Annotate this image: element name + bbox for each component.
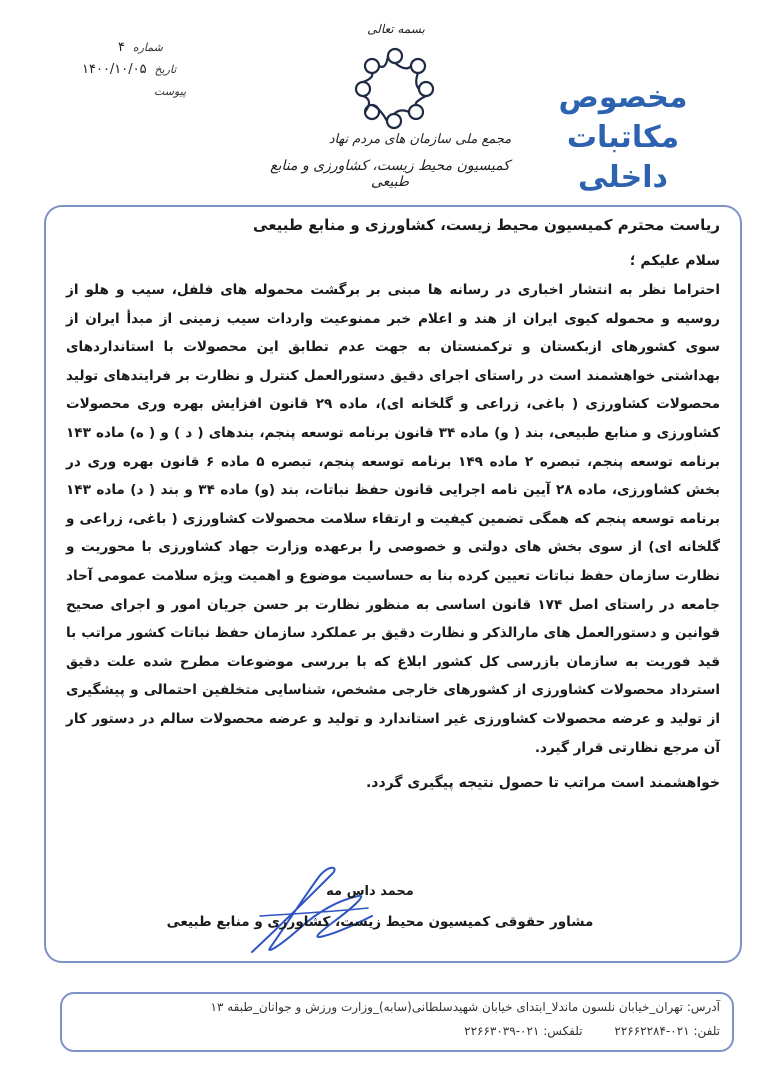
letter-number <box>118 40 163 55</box>
commission-name: کمیسیون محیط زیست، کشاورزی و منابع طبیعی <box>270 158 510 190</box>
footer-address: آدرس: تهران_خیابان نلسون ماندلا_ابتدای خیابان شهیدسلطانی(سابه)_وزارت ورزش و جوانان_طبقه ۱۳ <box>210 1000 720 1014</box>
organization-logo-icon <box>350 42 440 132</box>
stamp-line-2: مکاتبات داخلی <box>566 120 680 195</box>
letter-greeting: سلام علیکم ؛ <box>629 253 720 269</box>
letter-date <box>82 62 176 77</box>
footer-phone: تلفن: ۰۲۱-۲۲۶۶۲۲۸۴ <box>614 1024 720 1038</box>
letter-body: احتراما نظر به انتشار اخباری در رسانه ها مبنی بر برگشت محموله های فلفل، سیب و هلو از روسیه و محموله کیوی ایران از هند و اعلام خبر ممنوعیت واردات سیب زمینی از مبدأ ایران از سوی کشورهای ازبکستان و ترکمنستان به جهت عدم تطابق این محصولات با استانداردهای بهداشتی خواهشمند است در راستای اجرای دقیق دستورالعمل کنترل و نظارت بر فرایندهای تولید محصولات کشاورزی ( باغی، زراعی و گلخانه ای)، ماده ۲۹ قانون افزایش بهره وری محصولات کشاورزی و منابع طبیعی، بند ( و) ماده ۳۴ قانون برنامه توسعه پنجم، بندهای ( د ) و ( ه) ماده ۱۴۳ برنامه توسعه پنجم، تبصره ۲ ماده ۱۴۹ برنامه توسعه پنجم، تبصره ۵ ماده ۶ قانون بهره وری در بخش کشاورزی، ماده ۲۸ آیین نامه اجرایی قانون حفظ نباتات، بند (و) ماده ۳۴ و بند ( د) ماده ۱۴۳ برنامه توسعه پنجم که همگی تضمین کیفیت و ارتقاء سلامت محصولات کشاورزی ( باغی، زراعی و گلخانه ای) از سوی بخش های دولتی و خصوصی را برعهده وزارت جهاد کشاورزی با محوریت و نظارت سازمان حفظ نباتات تعیین کرده بنا به حساسیت موضوع و اهمیت ویژه سلامت عمومی آحاد جامعه در راستای اصل ۱۷۴ قانون اساسی به منظور نظارت بر حسن جریان امور و اجرای صحیح قوانین و دستورالعمل های مارالذکر و نظارت دقیق بر عملکرد سازمان حفظ نباتات کشور مراتب با قید فوریت به سازمان بازرسی کل کشور ابلاغ که با بررسی موضوعات مطرح شده علت دقیق استرداد محصولات کشاورزی از کشورهای خارجی مشخص، شناسایی متخلفین احتمالی و پیشگیری از تولید و عرضه محصولات کشاورزی غیر استاندارد و تولید و عرضه محصولات سالم در دستور کار آن مرجع نظارتی قرار گیرد. <box>66 282 720 756</box>
signatory-title: مشاور حقوقی کمیسیون محیط زیست، کشاورزی و منابع طبیعی <box>166 914 594 930</box>
footer-contact <box>70 1024 720 1038</box>
letter-number-label: شماره <box>132 41 163 54</box>
letter-attachment-label: پیوست <box>154 85 187 98</box>
letter-content <box>44 210 742 796</box>
letter-date-label: تاریخ <box>154 63 177 76</box>
stamp-line-1: مخصوص <box>558 80 688 115</box>
letter-attachment <box>150 84 186 98</box>
handwritten-signature-icon <box>240 856 380 966</box>
letter-closing: خواهشمند است مراتب تا حصول نتیجه پیگیری گردد. <box>365 775 720 792</box>
letter-addressee: ریاست محترم کمیسیون محیط زیست، کشاورزی و منابع طبیعی <box>253 216 720 234</box>
footer-fax: تلفکس: ۰۲۱-۲۲۶۶۳۰۳۹ <box>464 1024 583 1038</box>
letter-number-value: ۴ <box>118 40 125 55</box>
organization-name: مجمع ملی سازمان های مردم نهاد <box>328 132 512 147</box>
bismillah: بسمه تعالی <box>367 22 425 36</box>
internal-correspondence-stamp <box>528 78 718 198</box>
signatory-name: محمد داس مه <box>326 884 414 899</box>
letter-date-value: ۱۴۰۰/۱۰/۰۵ <box>82 62 147 77</box>
